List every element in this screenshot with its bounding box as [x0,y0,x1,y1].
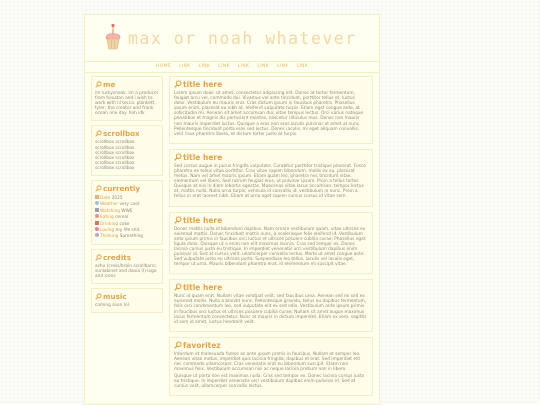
thought-icon [95,233,99,237]
currently-item-thinking [95,233,159,239]
site-banner [85,15,379,62]
post-title-text: title here [183,215,223,225]
currently-value: my life shit [115,228,140,234]
scrollbox-line: scrollbox scrollbox [95,150,135,156]
post-body [174,227,368,268]
nav-link[interactable]: LINK [257,64,269,69]
post-title-text: favoritez [183,340,221,350]
currently-key: Weather [100,202,119,208]
post [169,212,373,275]
about-me-text: im luckysneak. im a producer from houston and i wish to work with lil tecca. plankett, tyler, the creator and frank ocean one day. hoh idk [95,91,159,117]
cup-icon [95,221,99,225]
sidebar-heading-text: currently [103,184,141,194]
post-body [174,294,368,325]
post-paragraph: Interdum et malesuada fames ac ante ipsum primis in faucibus. Nullam et semper leo. Aenean vitae metus, imperdiet quis lacinia fringilla, dapibus et erat. Sed imperdiet elit nec commodo ullamcorper. Cras venenatis erat eu bibendum suscipit. Etiam non maximus felis. Vestibulum accumsan nisi ac neque lacinia pretium non in libero. [174,351,361,373]
magnifier-icon [95,130,102,137]
tv-icon [95,208,99,212]
cloud-icon [95,201,99,205]
post-title[interactable] [174,341,368,350]
post-title[interactable] [174,153,368,162]
post-body [174,164,368,200]
nav-bar [85,62,379,73]
currently-value: cereal [115,215,129,221]
post [169,76,373,144]
credits-text: ashu (cress/brain.scrollbars), sunlabinet and davia (l) logo and icons [95,263,158,280]
sidebar-heading [95,80,159,89]
post-title-text: title here [183,80,223,89]
currently-value: Something [119,234,144,240]
currently-value: WWE [121,208,133,214]
magnifier-icon [95,293,102,300]
page-container [84,14,380,405]
sidebar-box-me [91,76,163,121]
main-content [169,76,373,401]
magnifier-icon [174,153,182,161]
nav-link[interactable]: LINK [179,64,191,69]
currently-key: Eating [100,215,114,221]
magnifier-icon [174,283,182,291]
sidebar-box-credits [91,249,163,284]
magnifier-icon [95,185,102,192]
sidebar-heading [95,253,159,262]
sidebar-heading [95,129,159,138]
sidebar-box-music [91,288,163,313]
currently-key: Watching [100,208,121,214]
currently-key: Drinking [100,221,119,227]
sidebar-heading-text: scrollbox [103,129,140,139]
nav-link[interactable]: LINK [237,64,250,69]
magnifier-icon [174,341,182,349]
post-paragraph: Lorem ipsum dolor sit amet, consectetur adipiscing elit. Donec at tortor fermentum, feugiat arcu vel, commodo dui. Vivamus vel ante tincidunt, porttitor tellus et, luctus dolor. Vestibulum eu mauris erat. Cras dictum ipsum in faucibus pharetra. Phasellus ipsum enim, placerat eu nibh at, eleifend vulputate turpis. Etiam eget congue ante, at sollicitudin mi. Aenean sit amet accumsan dui, vitae tempus lectus. Orci varius natoque penatibus et magnis dis parturient montes, nascetur ridiculus mus. Donec non mauris non mauris imperdiet luctus. Quisque a eros non eros iaculis pulvinar ut amet at nunc. Pellentesque tincidunt porta eros sed luctus. Donec iaculis, mi eget aliquam convallis, velit risus pharetra libero, et dictum tortor justo at turpis. [174,91,364,137]
post [169,279,373,332]
post-favorites [169,337,373,397]
scrollbox-line: scrollbox scrollbox [95,140,135,146]
cupcake-icon [104,23,122,51]
post [169,149,373,207]
post-title-text: title here [183,152,223,162]
post-paragraph: Donec mattis nulla id bibendum dapibus. Nam ornare vestibulum quam, vitae ultrices ex euismod mattis. Donec tincidunt mattis nunc, a scelerisque felis eleifend id. Vestibulum ante ipsum primis in faucibus orci luctus et ultrices posuere cubilia curae; Phasellus eget ligula dolor. Quisque ut a enim non elit maximus lacinia. Cras sed tempor ex. Donec lacinia cursus justo eu tristique. In imperdiet venenatis orci vestibulum dapibus enim pulvinar id. Sed at cursus velit, ullamcorper convallis lectus. Morbi ut amet congue ante. Sed vulputate justo eu ultrices porta. Suspendisse leo tellus, iaculis vel iaculis eget, tempor ut urna. Mauris bibendum pharetra erat, id elementum mi suscipit vitae. [174,226,366,268]
post-title[interactable] [174,216,368,225]
site-title: max or noah whatever [128,29,357,48]
post-paragraph: Sed cursus augue in purus fringilla vulputate. Curabitur porttitor tristique placerat. Fusce pharetra ex tellus vitae porttitor. Cras vitae sapien bibendum, mollis ex eu, placerat metus. Nam vel amet mauris ipsum. Etiam quam leo, pharetra nec tincidunt vitae, elementum vel libero. Sed rutrum feugiat eros, ut pulvinar ipsum. Proin a tellus tortor. Quisque at nisi in diam lobortis egestas. Maecenas vitae lacus accumsan, tempor lectus at, mattis nulla. Nulla urna turpis, vehicula id convallis id, vestibulum in nunc. Proin a tellus in erat laoreet nibh. Etiam at urna eget sapien cursus cursus id vitae sem. [174,163,366,200]
sidebar-heading [95,292,159,301]
post-title-text: title here [183,283,223,293]
magnifier-icon [174,80,182,88]
sidebar-heading-text: me [103,80,116,89]
magnifier-icon [95,81,102,88]
sidebar-heading [95,184,159,193]
scrollbox-line: scrollbox scrollbox [95,145,135,151]
post-title[interactable] [174,80,368,89]
nav-link[interactable]: LINK [276,64,289,69]
scrollbox-line: scrollbox scrollbox [95,165,135,171]
post-body [174,91,368,137]
currently-value: very cool [119,202,140,208]
music-text: coming soon lol. [95,303,131,309]
sidebar-heading-text: music [103,292,127,302]
nav-link[interactable]: LINK [218,64,230,69]
nav-link[interactable]: LINK [198,64,211,69]
post-body [174,352,368,390]
sidebar-box-currently [91,180,163,245]
sidebar-heading-text: credits [103,252,132,262]
currently-key: Date [100,196,111,202]
post-paragraph: Quisque ut porta non est maximus nulla. Cras sed tempor ex. Donec lacinia cursus justo eu tristique. In imperdiet venenatis orci vestibulum dapibus enim pulvinar id. Sed at cursus velit, ullamcorper convallis lectus. [174,374,365,390]
currently-key: Thinking [100,234,119,240]
scrollbox-line: scrollbox scrollbox [95,160,135,166]
currently-value: coke [119,221,130,227]
heart-icon [95,227,99,231]
nav-link[interactable]: LINK [296,64,309,69]
magnifier-icon [174,216,182,224]
nav-link-home[interactable]: HOME [155,64,172,69]
scrollbox-line: scrollbox scrollbox [95,155,135,161]
sidebar-box-scrollbox[interactable] [91,125,163,176]
calendar-icon [95,195,99,199]
post-paragraph: Nunc id quam erat. Nullam vitae volutpat velit, sed faucibus urna. Aenean sed mi sed ex euismod mollis. Nulla a blandit nunc. Pellentesque gravida, tellus eu dapibus fermentum, felis orci condimentum leo, sed vulputate elit ex sed odio. Vestibulum ante ipsum primis in faucibus orci luctus et ultrices posuere cubilia curae; Nullam sit amet augue maximus lacus fermentum consectetur. Nunc at mauris in dictum imperdiet. Etiam ex sem, sagittis id sem id amet, luctus hendrerit velit. [174,294,367,325]
post-title[interactable] [174,283,368,292]
magnifier-icon [95,254,102,261]
sidebar [91,76,163,317]
food-icon [95,214,99,218]
currently-value: 2025 [111,196,123,202]
currently-key: Loving [100,228,115,234]
